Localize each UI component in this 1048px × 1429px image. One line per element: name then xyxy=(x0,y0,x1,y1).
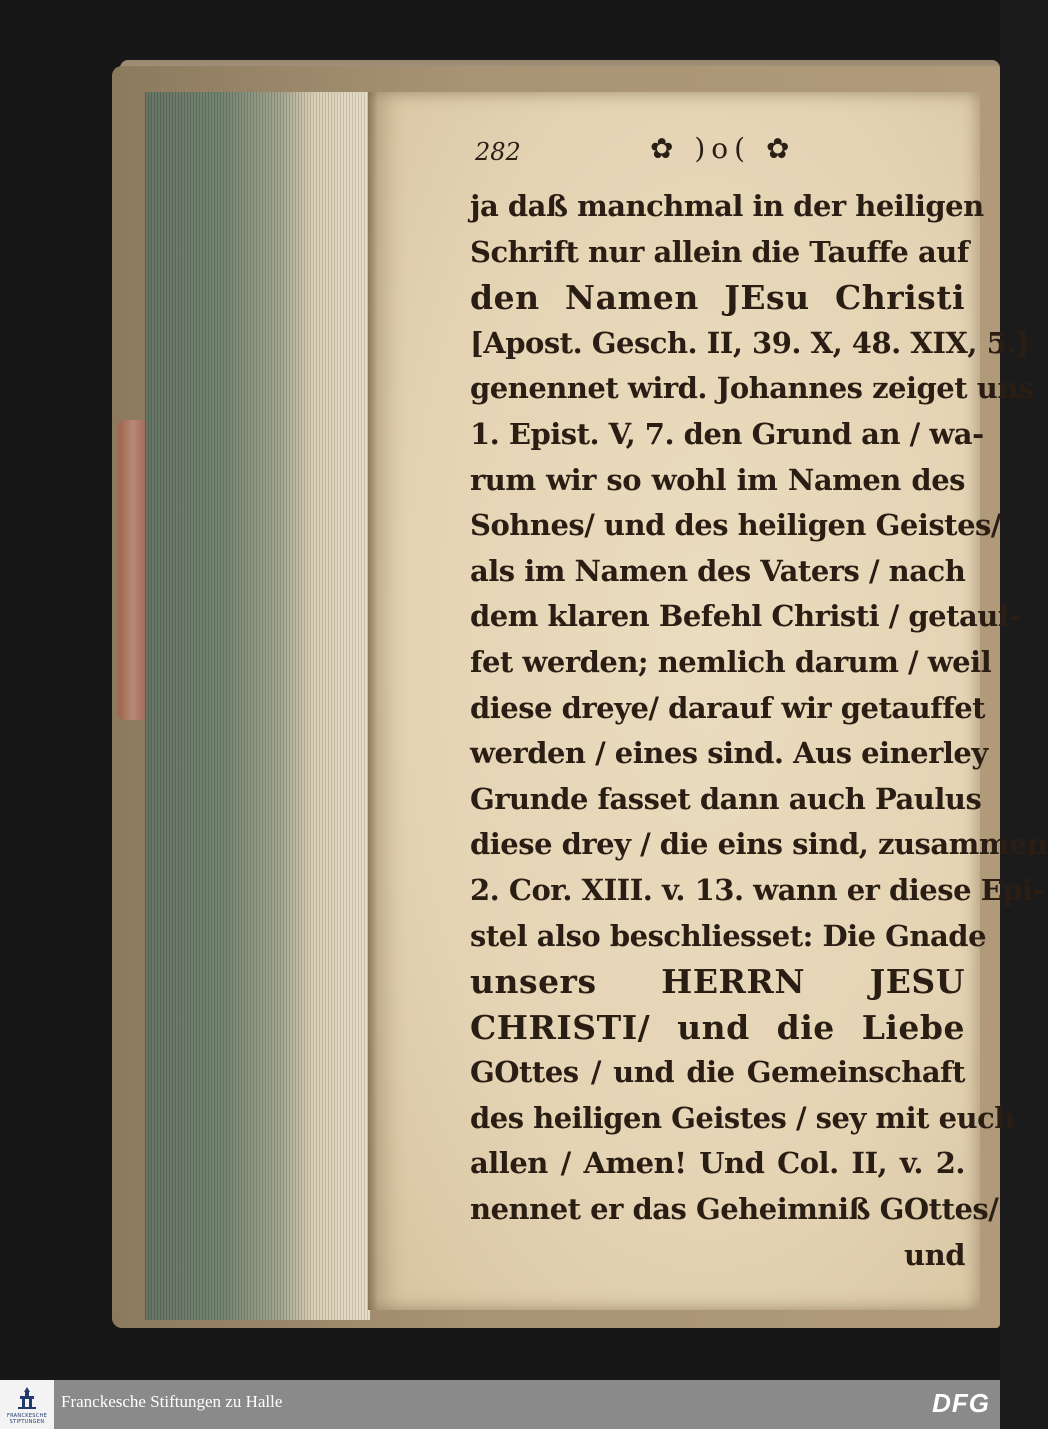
text-line: als im Namen des Vaters / nach xyxy=(470,553,966,588)
page-header xyxy=(475,132,975,172)
text-line: nennet er das Geheimniß GOttes/ xyxy=(470,1192,999,1227)
text-line: ja daß manchmal in der heiligen xyxy=(470,189,984,223)
text-line: diese drey / die eins sind, zusammen xyxy=(470,827,1048,862)
text-line: dem klaren Befehl Christi / getauf- xyxy=(470,599,1021,634)
text-line: [Apost. Gesch. II, 39. X, 48. XIX, 5.] xyxy=(470,325,1030,360)
text-line: Schrift nur allein die Tauffe auf xyxy=(470,234,969,269)
footer-bar xyxy=(0,1380,1000,1429)
page-number: 282 xyxy=(475,138,521,166)
text-line: 1. Epist. V, 7. den Grund an / wa- xyxy=(470,416,984,451)
marbled-edge xyxy=(118,420,148,720)
text-line: werden / eines sind. Aus einerley xyxy=(470,736,988,771)
text-line: diese dreye/ darauf wir getauffet xyxy=(470,690,986,725)
text-line: allen / Amen! Und Col. II, v. 2. xyxy=(470,1146,965,1181)
text-line: stel also beschliesset: Die Gnade xyxy=(470,918,987,953)
text-line: genennet wird. Johannes zeiget uns xyxy=(470,371,1034,406)
dfg-logo[interactable]: DFG xyxy=(932,1388,990,1418)
text-line: GOttes / und die Gemeinschaft xyxy=(470,1055,965,1090)
text-line: Grunde fasset dann auch Paulus xyxy=(470,781,982,816)
text-line: fet werden; nemlich darum / weil xyxy=(470,644,992,679)
header-ornament: ✿ )o( ✿ xyxy=(650,132,796,165)
page-text xyxy=(470,184,1048,1278)
text-line: Sohnes/ und des heiligen Geistes/ xyxy=(470,508,1001,543)
text-line: den Namen JEsu Christi xyxy=(470,278,965,318)
logo-text: FRANCKESCHE STIFTUNGEN xyxy=(6,1413,48,1425)
page-block-edge xyxy=(145,92,370,1320)
text-line: CHRISTI/ und die Liebe xyxy=(470,1007,965,1047)
text-line: 2. Cor. XIII. v. 13. wann er diese Epi- xyxy=(470,872,1045,907)
franckesche-logo[interactable] xyxy=(0,1380,54,1429)
text-line: rum wir so wohl im Namen des xyxy=(470,462,965,497)
catchword: und xyxy=(904,1237,965,1272)
page-gutter-shadow xyxy=(368,92,378,1310)
institution-name: Franckesche Stiftungen zu Halle xyxy=(61,1392,283,1411)
text-line: des heiligen Geistes / sey mit euch xyxy=(470,1100,1015,1135)
institution-emblem-icon xyxy=(14,1386,40,1410)
text-line: unsers HERRN JESU xyxy=(470,962,965,1002)
